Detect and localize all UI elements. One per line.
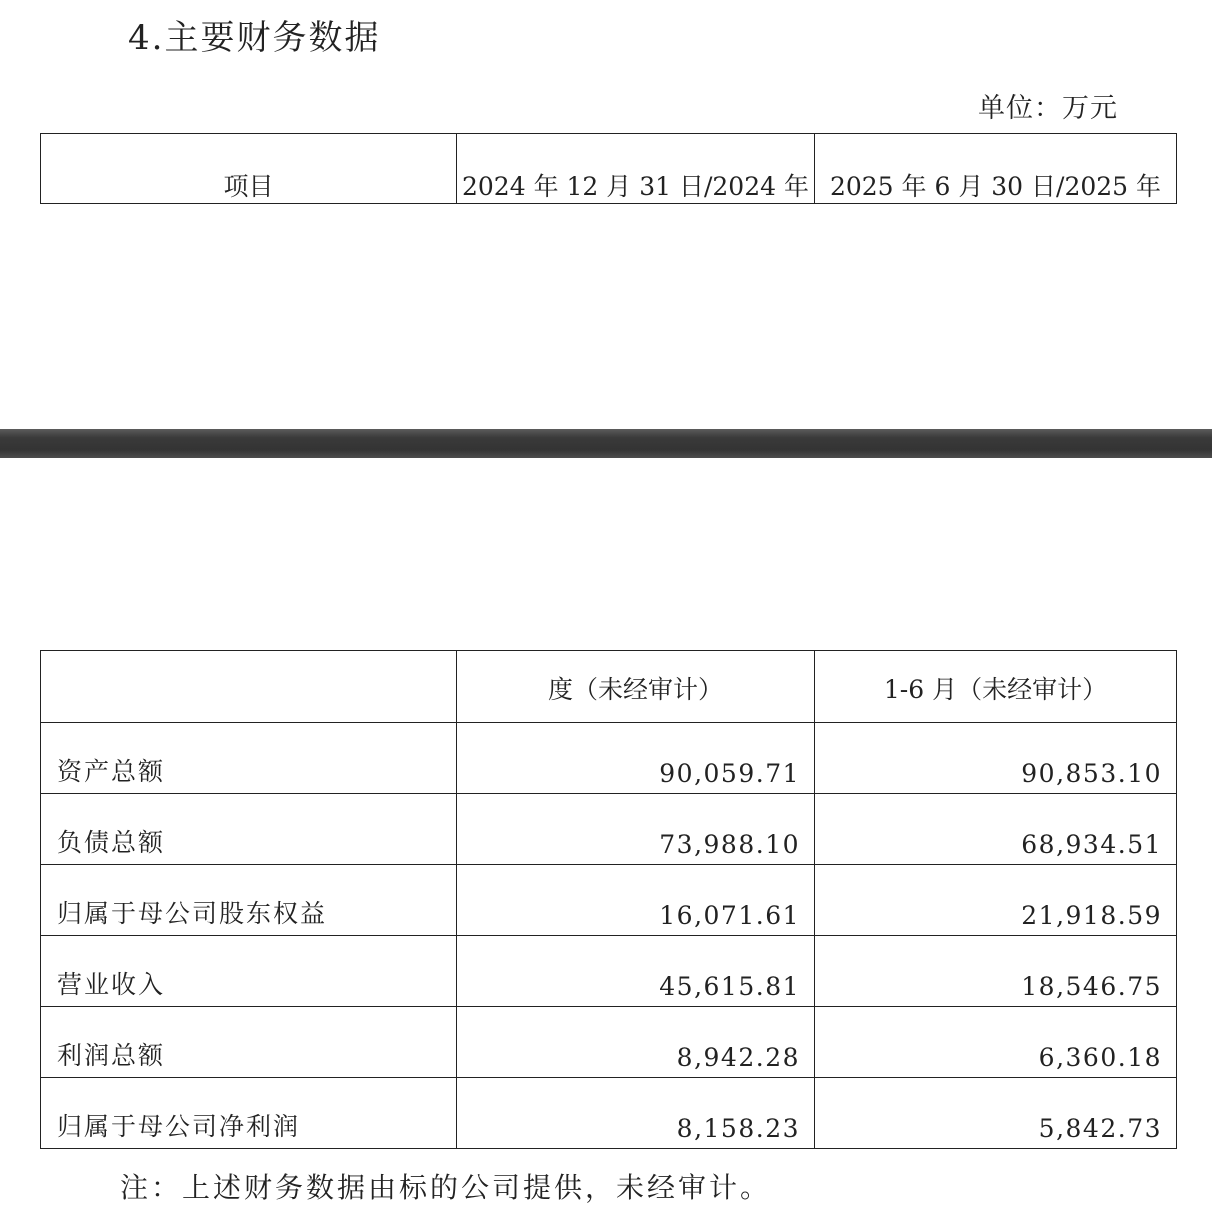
value-2025: 21,918.59 xyxy=(815,865,1177,936)
footnote: 注：上述财务数据由标的公司提供，未经审计。 xyxy=(120,1171,772,1204)
header-2024: 2024 年 12 月 31 日/2024 年 xyxy=(457,134,815,204)
header-2025: 2025 年 6 月 30 日/2025 年 xyxy=(815,134,1177,204)
header-2025-continued: 1-6 月（未经审计） xyxy=(815,651,1177,723)
value-2025: 68,934.51 xyxy=(815,794,1177,865)
value-2024: 8,942.28 xyxy=(457,1007,815,1078)
row-label: 资产总额 xyxy=(41,723,457,794)
section-heading: 4.主要财务数据 xyxy=(128,18,381,58)
page-divider xyxy=(0,429,1212,458)
financial-table xyxy=(40,650,1177,1149)
row-label: 归属于母公司净利润 xyxy=(41,1078,457,1149)
value-2024: 45,615.81 xyxy=(457,936,815,1007)
table-row xyxy=(41,794,1177,865)
table-row xyxy=(41,1007,1177,1078)
value-2024: 73,988.10 xyxy=(457,794,815,865)
value-2024: 16,071.61 xyxy=(457,865,815,936)
table-row xyxy=(41,1078,1177,1149)
table-row xyxy=(41,865,1177,936)
table-row xyxy=(41,723,1177,794)
financial-table-header-part xyxy=(40,133,1177,204)
value-2025: 90,853.10 xyxy=(815,723,1177,794)
row-label: 利润总额 xyxy=(41,1007,457,1078)
row-label: 归属于母公司股东权益 xyxy=(41,865,457,936)
header-item: 项目 xyxy=(41,134,457,204)
value-2025: 5,842.73 xyxy=(815,1078,1177,1149)
table-header-row xyxy=(41,134,1177,204)
value-2025: 6,360.18 xyxy=(815,1007,1177,1078)
row-label: 负债总额 xyxy=(41,794,457,865)
value-2024: 90,059.71 xyxy=(457,723,815,794)
row-label: 营业收入 xyxy=(41,936,457,1007)
unit-label: 单位：万元 xyxy=(978,93,1118,124)
header-2024-continued: 度（未经审计） xyxy=(457,651,815,723)
table-row xyxy=(41,936,1177,1007)
value-2024: 8,158.23 xyxy=(457,1078,815,1149)
table-header-continued-row xyxy=(41,651,1177,723)
value-2025: 18,546.75 xyxy=(815,936,1177,1007)
header-item-continued xyxy=(41,651,457,723)
